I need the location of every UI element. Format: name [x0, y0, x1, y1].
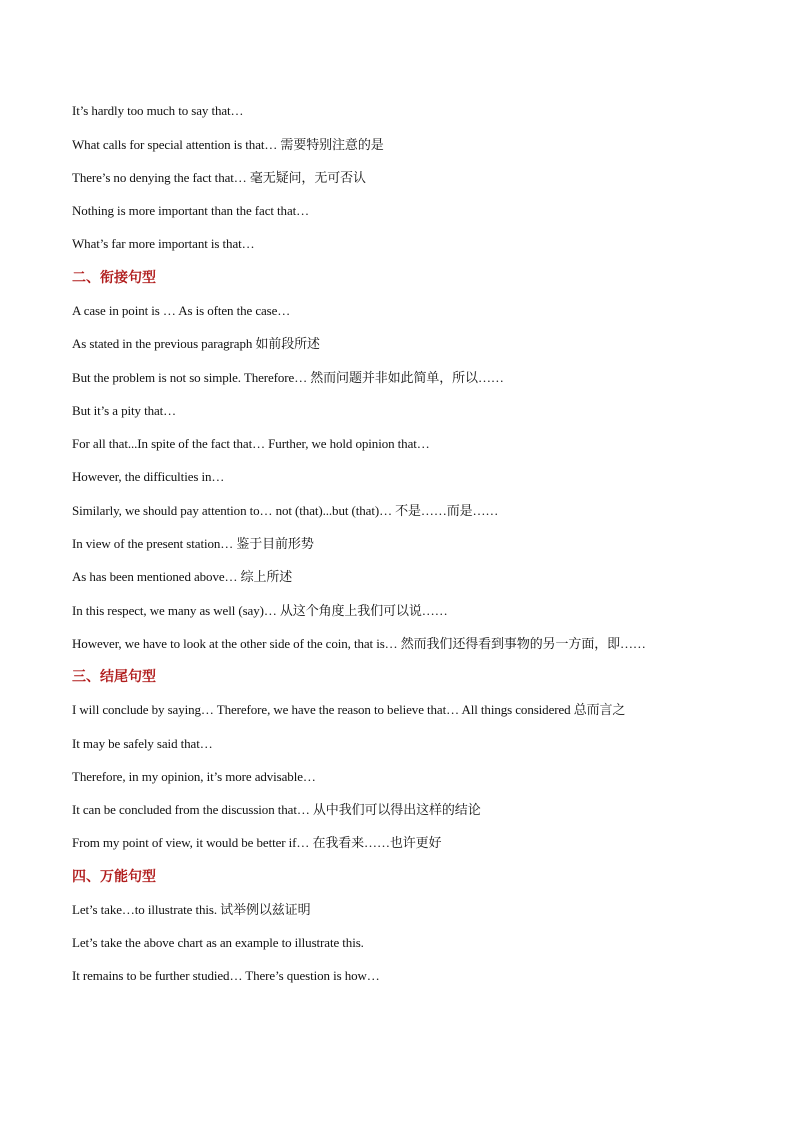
sentence-line: Nothing is more important than the fact that…: [72, 203, 310, 218]
sentence-line: It may be safely said that…: [72, 736, 213, 751]
sentence-line: What’s far more important is that…: [72, 236, 255, 251]
sentence-line: In view of the present station… 鉴于目前形势: [72, 536, 314, 551]
sentence-line: It can be concluded from the discussion that… 从中我们可以得出这样的结论: [72, 802, 481, 817]
sentence-line: Similarly, we should pay attention to… not (that)...but (that)… 不是……而是……: [72, 503, 499, 518]
section-heading: 四、万能句型: [72, 869, 156, 885]
sentence-line: In this respect, we many as well (say)… 从这个角度上我们可以说……: [72, 603, 448, 618]
sentence-line: What calls for special attention is that… 需要特别注意的是: [72, 137, 384, 152]
sentence-line: I will conclude by saying… Therefore, we have the reason to believe that… All things considered 总而言之: [72, 702, 626, 717]
section-heading: 三、结尾句型: [72, 669, 156, 685]
sentence-line: But the problem is not so simple. Therefore… 然而问题并非如此简单，所以……: [72, 370, 504, 385]
sentence-line: There’s no denying the fact that… 毫无疑问，无可否认: [72, 170, 366, 185]
sentence-line: It remains to be further studied… There’s question is how…: [72, 968, 380, 983]
section-heading: 二、衔接句型: [72, 270, 156, 286]
sentence-line: For all that...In spite of the fact that… Further, we hold opinion that…: [72, 436, 430, 451]
sentence-line: As has been mentioned above… 综上所述: [72, 569, 293, 584]
sentence-line: However, we have to look at the other side of the coin, that is… 然而我们还得看到事物的另一方面，即……: [72, 636, 646, 651]
sentence-line: But it’s a pity that…: [72, 403, 177, 418]
sentence-line: From my point of view, it would be better if… 在我看来……也许更好: [72, 835, 442, 850]
sentence-line: It’s hardly too much to say that…: [72, 103, 244, 118]
sentence-line: Let’s take…to illustrate this. 试举例以兹证明: [72, 902, 311, 917]
sentence-line: A case in point is … As is often the case…: [72, 303, 291, 318]
sentence-line: Let’s take the above chart as an example to illustrate this.: [72, 935, 364, 950]
sentence-line: As stated in the previous paragraph 如前段所述: [72, 336, 320, 351]
sentence-line: However, the difficulties in…: [72, 469, 225, 484]
sentence-line: Therefore, in my opinion, it’s more advisable…: [72, 769, 316, 784]
